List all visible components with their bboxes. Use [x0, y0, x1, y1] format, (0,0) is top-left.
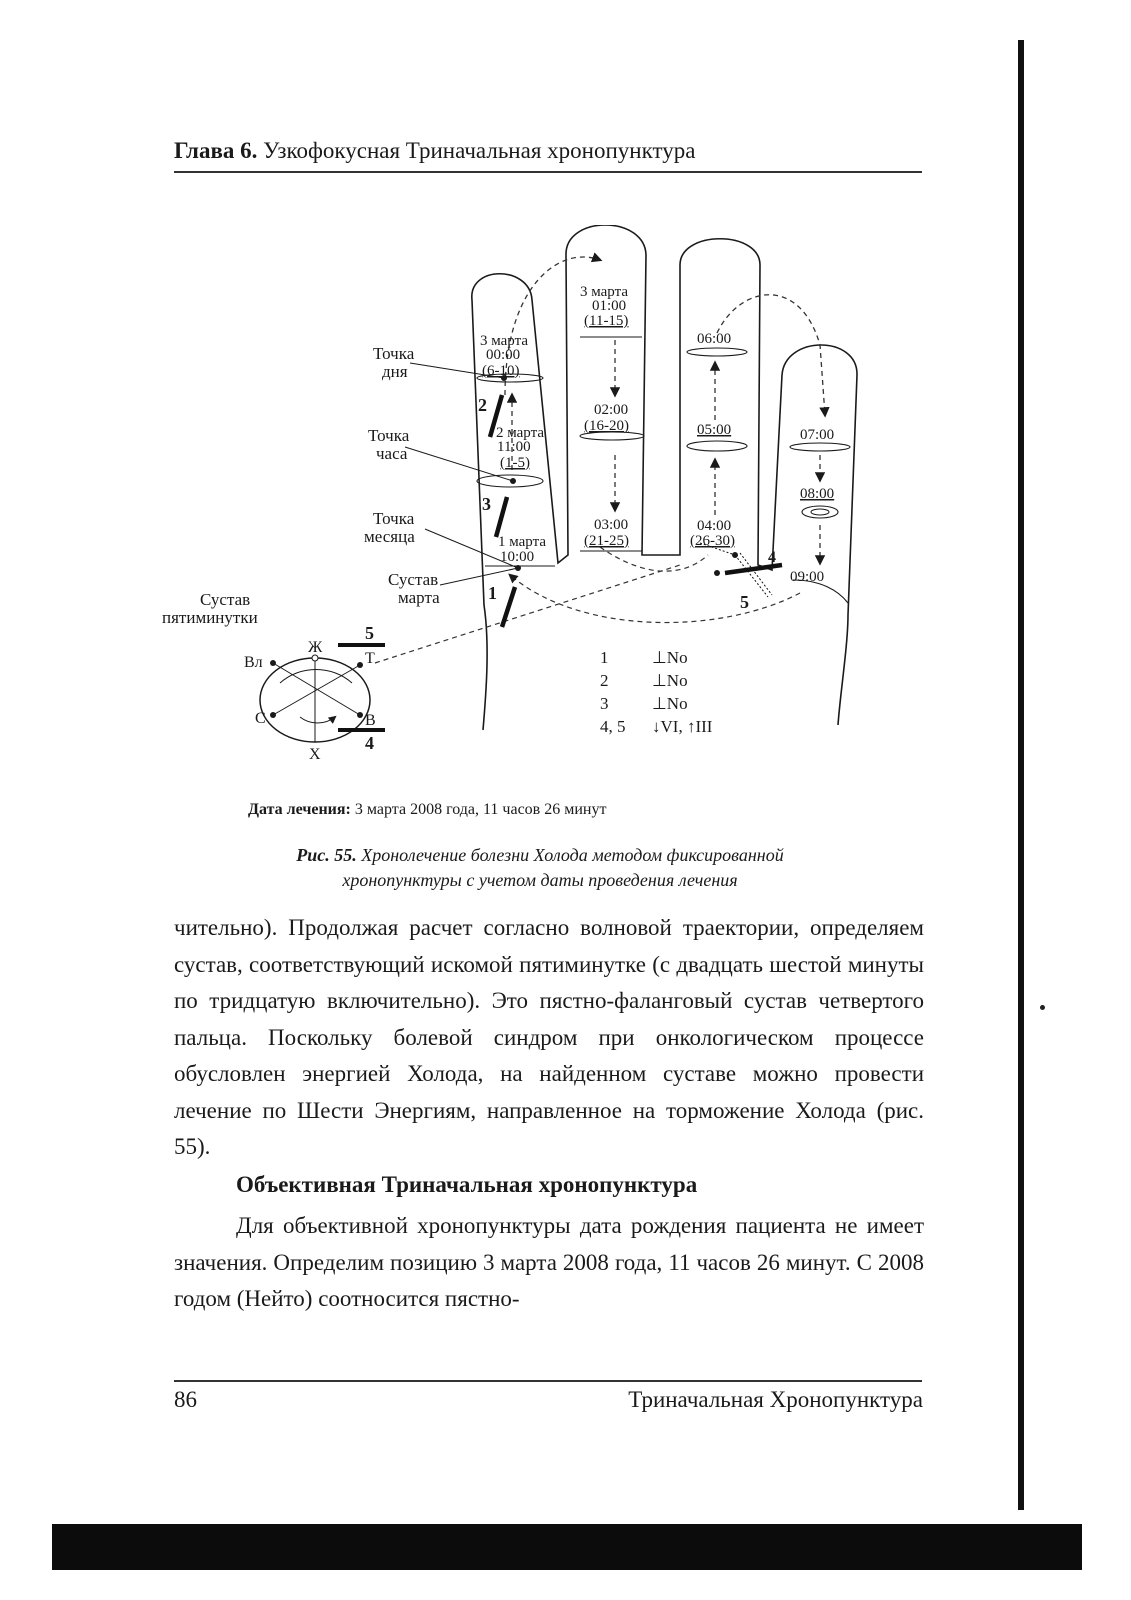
treatment-date-label: Дата лечения:	[248, 801, 351, 818]
needle-5-shaft	[735, 555, 768, 597]
needle-number-2: 2	[478, 395, 487, 415]
hand-diagram	[160, 225, 950, 785]
running-header	[174, 138, 924, 164]
legend-needle-2: 2	[600, 671, 609, 690]
treatment-date-value: 3 марта 2008 года, 11 часов 26 минут	[354, 801, 607, 818]
needle-4	[725, 565, 782, 573]
scan-speck	[1040, 1005, 1045, 1010]
label-five-min-joint-1: Сустав	[200, 590, 251, 609]
label-hour-point-1: Точка	[368, 426, 410, 445]
middle-mid-range: (16-20)	[584, 418, 629, 434]
header-rule	[174, 171, 922, 173]
index-mid-date: 2 марта	[496, 425, 544, 441]
body-paragraph-1	[174, 910, 924, 1166]
joint-label-bottom: Х	[309, 746, 321, 763]
middle-top-date: 3 марта	[580, 284, 628, 300]
label-month-point-1: Точка	[373, 509, 415, 528]
needle-number-5: 5	[740, 592, 749, 612]
joint-dot-lower-left	[270, 712, 276, 718]
page-edge-shadow	[1018, 40, 1024, 1510]
arrow-palm-sweep	[510, 575, 800, 623]
point-ring-joint	[714, 570, 720, 576]
marker-ring-mid	[687, 441, 747, 451]
middle-low-time: 03:00	[594, 517, 629, 533]
index-low-date: 1 марта	[498, 534, 546, 550]
index-top-range: (6-10)	[482, 363, 520, 379]
joint-mark-top: 5	[365, 623, 374, 643]
body-paragraph-2	[174, 1208, 924, 1318]
middle-top-time: 01:00	[592, 298, 627, 314]
needle-3	[496, 497, 507, 537]
chapter-title: Узкофокусная Триначальная хронопунктура	[263, 138, 696, 163]
index-mid-range: (1-5)	[500, 455, 530, 471]
marker-little-mid	[802, 506, 838, 518]
joint-label-lower-left: С	[255, 710, 266, 727]
little-mid-time: 08:00	[800, 486, 835, 502]
label-month-point-2: месяца	[364, 527, 415, 546]
legend-action-1: ⊥No	[652, 648, 688, 667]
caption-line-1: Хронолечение болезни Холода методом фиксированной	[361, 845, 784, 865]
ring-top-time: 06:00	[697, 331, 732, 347]
joint-dot-lower-right	[357, 712, 363, 718]
footer-book-title: Триначальная Хронопунктура	[628, 1387, 923, 1412]
joint-dot-right	[357, 662, 363, 668]
caption-number: Рис. 55.	[296, 845, 357, 865]
needle-number-3: 3	[482, 494, 491, 514]
index-low-time: 10:00	[500, 549, 535, 565]
label-march-joint-2: марта	[398, 588, 440, 607]
treatment-date	[248, 801, 808, 819]
little-top-time: 07:00	[800, 427, 835, 443]
figure-caption	[200, 843, 880, 893]
section-heading: Объективная Триначальная хронопунктура	[236, 1172, 698, 1197]
joint-label-upper-right: Т	[365, 650, 375, 667]
label-day-point-2: дня	[382, 362, 408, 381]
middle-low-range: (21-25)	[584, 533, 629, 549]
caption-line-2: хронопунктуры с учетом даты проведения лечения	[342, 870, 738, 890]
joint-mark-bottom: 4	[365, 733, 374, 753]
paragraph-1-text: чительно). Продолжая расчет согласно волновой траектории, определяем сустав, соответствующий искомой пятиминутке (с двадцать шестой минуты по тридцатую включительно). Это пястно-фаланговый сустав четвертого пальца. Поскольку болевой синдром при онкологическом процессе обусловлен энергией Холода, на найденном суставе можно провести лечение по Шести Энергиям, направленное на торможение Холода (рис. 55).	[174, 915, 924, 1159]
joint-label-top: Ж	[308, 639, 323, 656]
legend-action-2: ⊥No	[652, 671, 688, 690]
joint-dot-left	[270, 660, 276, 666]
joint-rotation-arrow	[300, 717, 335, 723]
index-top-time: 00:00	[486, 347, 521, 363]
middle-top-range: (11-15)	[584, 313, 629, 329]
legend-needle-4: 4, 5	[600, 717, 626, 736]
index-mid-time: 11:00	[497, 439, 531, 455]
ring-mid-time: 05:00	[697, 422, 732, 438]
marker-ring-top	[687, 348, 747, 356]
label-day-point-1: Точка	[373, 344, 415, 363]
paragraph-2-text: Для объективной хронопунктуры дата рождения пациента не имеет значения. Определим позицию 3 марта 2008 года, 11 часов 26 минут. С 2008 годом (Нейто) соотносится пястно-	[174, 1213, 924, 1311]
label-hour-point-2: часа	[376, 444, 408, 463]
marker-little-top	[790, 443, 850, 451]
page-number: 86	[174, 1387, 197, 1412]
needle-number-1: 1	[488, 583, 497, 603]
joint-label-upper-left: Вл	[244, 654, 263, 671]
footer-rule	[174, 1380, 922, 1382]
little-low-time: 09:00	[790, 569, 825, 585]
leader-march-joint	[440, 568, 518, 585]
scan-bottom-edge	[52, 1524, 1082, 1570]
needle-1	[502, 587, 515, 627]
legend-needle-1: 1	[600, 648, 609, 667]
ring-low-range: (26-30)	[690, 533, 735, 549]
joint-label-lower-right: В	[365, 712, 376, 729]
index-top-date: 3 марта	[480, 333, 528, 349]
needle-number-4: 4	[768, 549, 776, 566]
label-five-min-joint-2: пятиминутки	[162, 608, 258, 627]
middle-mid-time: 02:00	[594, 402, 629, 418]
chapter-label: Глава 6.	[174, 138, 258, 163]
ring-low-time: 04:00	[697, 518, 732, 534]
legend-action-3: ⊥No	[652, 694, 688, 713]
legend-needle-3: 3	[600, 694, 609, 713]
marker-little-mid-inner	[811, 509, 829, 515]
figure-hand-diagram	[160, 225, 950, 785]
label-march-joint-1: Сустав	[388, 570, 439, 589]
legend-action-4: ↓VI, ↑III	[652, 717, 713, 736]
